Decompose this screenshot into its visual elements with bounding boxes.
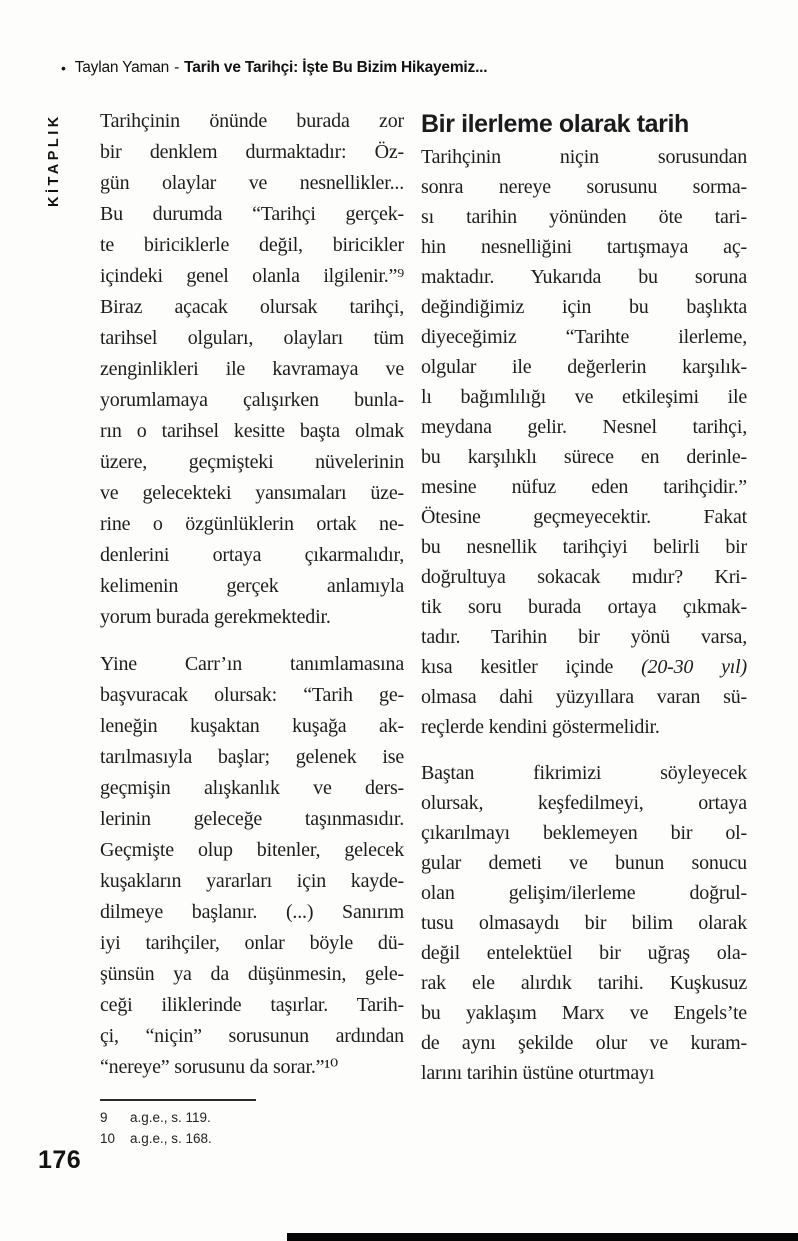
text-line: “nereye” sorusunu da sorar.”¹⁰: [100, 1056, 338, 1078]
paragraph: [100, 106, 404, 633]
text-line: rine o özgünlüklerin ortak ne-: [100, 513, 404, 535]
text-line: zenginlikleri ile kavramaya ve: [100, 358, 404, 380]
text-line: tarılmasıyla başlar; gelenek ise: [100, 746, 404, 768]
header-author: Taylan Yaman: [74, 59, 170, 76]
text-line: Bu durumda “Tarihçi gerçek-: [100, 203, 404, 225]
text-line: tik soru burada ortaya çıkmak-: [421, 596, 747, 618]
paragraph: [421, 758, 747, 1088]
text-line: rın o tarihsel kesitte başta olmak: [100, 420, 404, 442]
page-number: 176: [38, 1146, 82, 1174]
sidebar-section-label: [46, 113, 64, 208]
text-line: çi, “niçin” sorusunun ardından: [100, 1025, 404, 1047]
text-line: kuşakların yararları için kayde-: [100, 870, 404, 892]
bullet-icon: •: [61, 60, 66, 76]
text-line: bu nesnellik tarihçiyi belirli bir: [421, 536, 747, 558]
text-line: sonra nereye sorusunu sorma-: [421, 176, 747, 198]
text-line: içindeki genel olanla ilgilenir.”⁹: [100, 265, 404, 287]
text-line: Baştan fikrimizi söyleyecek: [421, 762, 747, 784]
section-heading: Bir ilerleme olarak tarih: [421, 110, 689, 138]
paragraph: [421, 142, 747, 742]
text-line: yorum burada gerekmektedir.: [100, 606, 331, 628]
text-line: kelimenin gerçek anlamıyla: [100, 575, 404, 597]
text-line: Geçmişte olup bitenler, gelecek: [100, 839, 404, 861]
text-line: Tarihçinin niçin sorusundan: [421, 146, 747, 168]
text-line: değindiğimiz için bu başlıkta: [421, 296, 747, 318]
text-line: yorumlamaya çalışırken bunla-: [100, 389, 404, 411]
text-line: gün olaylar ve nesnellikler...: [100, 172, 404, 194]
text-line: rak ele alırdık tarihi. Kuşkusuz: [421, 972, 747, 994]
text-line: Biraz açacak olursak tarihçi,: [100, 296, 404, 318]
text-columns: [100, 106, 747, 1149]
footnote-text: a.g.e., s. 168.: [130, 1131, 212, 1146]
text-line: bu yaklaşım Marx ve Engels’te: [421, 1002, 747, 1024]
text-line: Ötesine geçmeyecektir. Fakat: [421, 506, 747, 528]
text-line: de aynı şekilde olur ve kuram-: [421, 1032, 747, 1054]
sidebar-section-label-text: KİTAPLIK: [46, 113, 62, 207]
footnote-number: 9: [100, 1110, 108, 1125]
text-line: tarihsel olguları, olayları tüm: [100, 327, 404, 349]
text-line: hin nesnelliğini tartışmaya aç-: [421, 236, 747, 258]
text-line: leneğin kuşaktan kuşağa ak-: [100, 715, 404, 737]
text-line: bu karşılıklı sürece en derinle-: [421, 446, 747, 468]
text-line: çıkarılmayı beklemeyen bir ol-: [421, 822, 747, 844]
text-line: tadır. Tarihin bir yönü varsa,: [421, 626, 747, 648]
right-column: [421, 106, 747, 1104]
text-line: tusu olmasaydı bir bilim olarak: [421, 912, 747, 934]
footnote-text: a.g.e., s. 119.: [130, 1110, 211, 1125]
header-book-title: Tarih ve Tarihçi: İşte Bu Bizim Hikayemiz...: [184, 59, 488, 76]
text-line: te biriciklerle değil, biricikler: [100, 234, 404, 256]
text-line: olan gelişim/ilerleme doğrul-: [421, 882, 747, 904]
text-line: olgular ile değerlerin karşılık-: [421, 356, 747, 378]
text-line: larını tarihin üstüne oturtmayı: [421, 1062, 655, 1084]
text-line: şünsün ya da düşünmesin, gele-: [100, 963, 404, 985]
text-line: üzere, geçmişteki nüvelerinin: [100, 451, 404, 473]
text-line: kısa kesitler içinde (20-30 yıl): [421, 656, 747, 678]
left-column: [100, 106, 404, 1149]
footnote: [100, 1128, 404, 1149]
footnote-divider: [100, 1099, 256, 1101]
text-line: iyi tarihçiler, onlar böyle dü-: [100, 932, 404, 954]
header-separator: -: [174, 59, 180, 76]
text-line: Tarihçinin önünde burada zor: [100, 110, 404, 132]
text-line: başvuracak olursak: “Tarih ge-: [100, 684, 404, 706]
footnote: [100, 1107, 404, 1128]
text-line: lı bağımlılığı ve etkileşimi ile: [421, 386, 747, 408]
text-line: diyeceğimiz “Tarihte ilerleme,: [421, 326, 747, 348]
text-line: denlerini ortaya çıkarmalıdır,: [100, 544, 404, 566]
footnote-number: 10: [100, 1131, 116, 1146]
text-line: Yine Carr’ın tanımlamasına: [100, 653, 404, 675]
text-line: maktadır. Yukarıda bu soruna: [421, 266, 747, 288]
scan-edge-artifact: [287, 1233, 798, 1241]
text-line: ve gelecekteki yansımaları üze-: [100, 482, 404, 504]
running-head: [61, 59, 487, 77]
text-line: olursak, keşfedilmeyi, ortaya: [421, 792, 747, 814]
text-line: dilmeye başlanır. (...) Sanırım: [100, 901, 404, 923]
text-line: ceği iliklerinde taşırlar. Tarih-: [100, 994, 404, 1016]
text-line: meydana gelir. Nesnel tarihçi,: [421, 416, 747, 438]
text-line: sı tarihin yönünden öte tari-: [421, 206, 747, 228]
text-line: lerinin geleceğe taşınmasıdır.: [100, 808, 404, 830]
text-line: reçlerde kendini göstermelidir.: [421, 716, 660, 738]
text-line: gular demeti ve bunun sonucu: [421, 852, 747, 874]
text-line: bir denklem durmaktadır: Öz-: [100, 141, 404, 163]
paragraph: [100, 649, 404, 1083]
text-line: mesine nüfuz eden tarihçidir.”: [421, 476, 747, 498]
text-line: değil entelektüel bir uğraş ola-: [421, 942, 747, 964]
text-line: doğrultuya sokacak mıdır? Kri-: [421, 566, 747, 588]
text-line: geçmişin alışkanlık ve ders-: [100, 777, 404, 799]
text-line: olmasa dahi yüzyıllara varan sü-: [421, 686, 747, 708]
